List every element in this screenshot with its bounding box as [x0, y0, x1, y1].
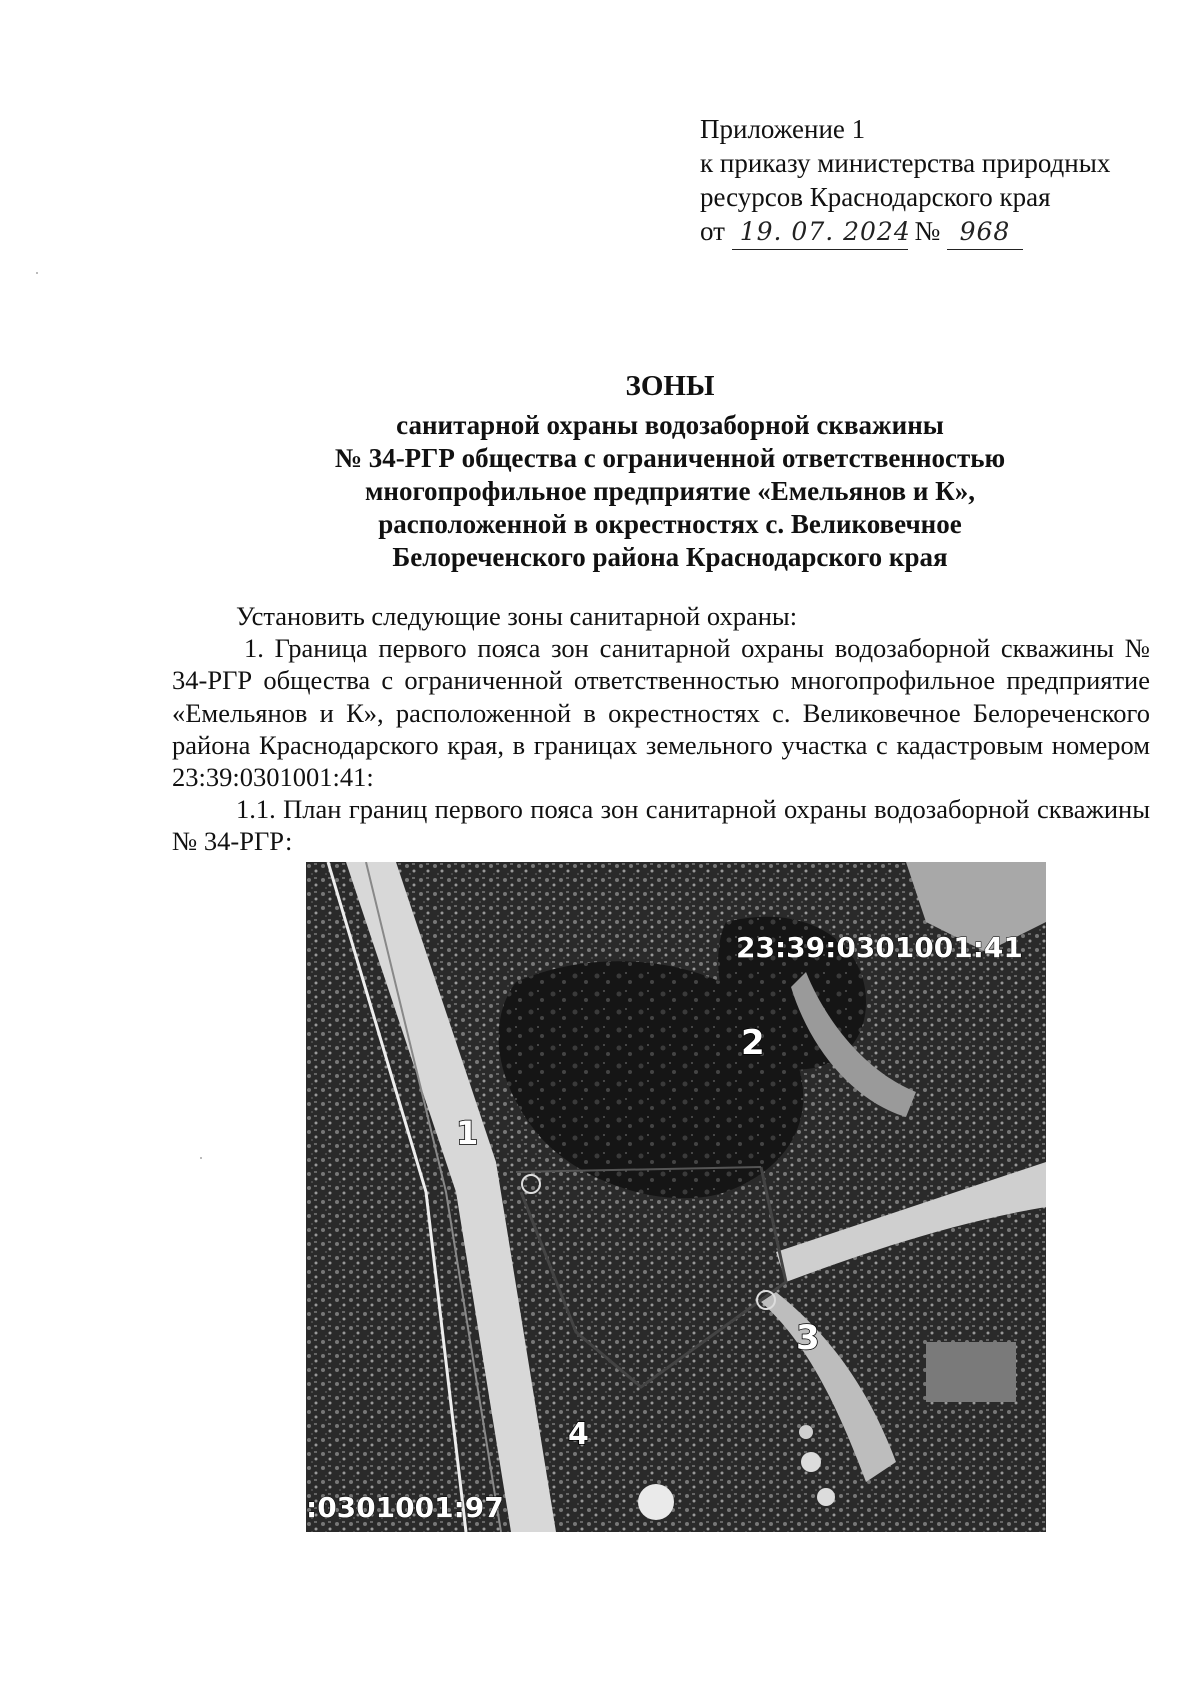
- intro-paragraph: Установить следующие зоны санитарной охраны:: [236, 601, 798, 631]
- map-point-1: 1: [456, 1114, 479, 1152]
- appendix-line: ресурсов Краснодарского края: [700, 182, 1051, 212]
- scan-artifact: [200, 1157, 202, 1159]
- number-prefix: №: [914, 216, 941, 246]
- appendix-line: к приказу министерства природных: [700, 148, 1111, 178]
- item-1-1-paragraph: 1.1. План границ первого пояса зон санитарной охраны водозаборной скважины № 34-РГР:: [172, 794, 1150, 857]
- title-line: Белореченского района Краснодарского края: [392, 542, 948, 572]
- appendix-block: [700, 112, 1110, 250]
- body-text: [172, 600, 1150, 858]
- title-line: санитарной охраны водозаборной скважины: [396, 410, 944, 440]
- title-line: № 34-РГР общества с ограниченной ответственностью: [334, 443, 1006, 473]
- document-title: [190, 370, 1150, 574]
- cadastral-label-side: :0301001:97: [306, 1491, 504, 1524]
- scan-artifact: [36, 272, 38, 274]
- title-line: многопрофильное предприятие «Емельянов и К»,: [365, 476, 975, 506]
- title-line: расположенной в окрестностях с. Великовечное: [378, 509, 962, 539]
- map-point-3: 3: [796, 1318, 820, 1358]
- map-point-4: 4: [568, 1417, 589, 1452]
- handwritten-date: 19. 07. 2024: [732, 215, 908, 250]
- satellite-map: [306, 862, 1046, 1532]
- handwritten-number: 968: [947, 215, 1023, 250]
- item-1-paragraph: 1. Граница первого пояса зон санитарной охраны водозаборной скважины № 34-РГР общества с ограниченной ответственностью многопрофильное предприятие «Емельянов и К», расположенной в окрестностях с. Великовечное Белореченского района Краснодарского края, в границах земельного участка с кадастровым номером 23:39:0301001:41:: [172, 633, 1150, 793]
- map-point-2: 2: [741, 1023, 765, 1063]
- title-heading: ЗОНЫ: [625, 370, 715, 402]
- appendix-line: Приложение 1: [700, 114, 866, 144]
- cadastral-label-main: 23:39:0301001:41: [736, 931, 1023, 964]
- date-prefix: от: [700, 216, 725, 246]
- appendix-date-line: [700, 214, 1110, 250]
- map-canvas: [306, 862, 1046, 1532]
